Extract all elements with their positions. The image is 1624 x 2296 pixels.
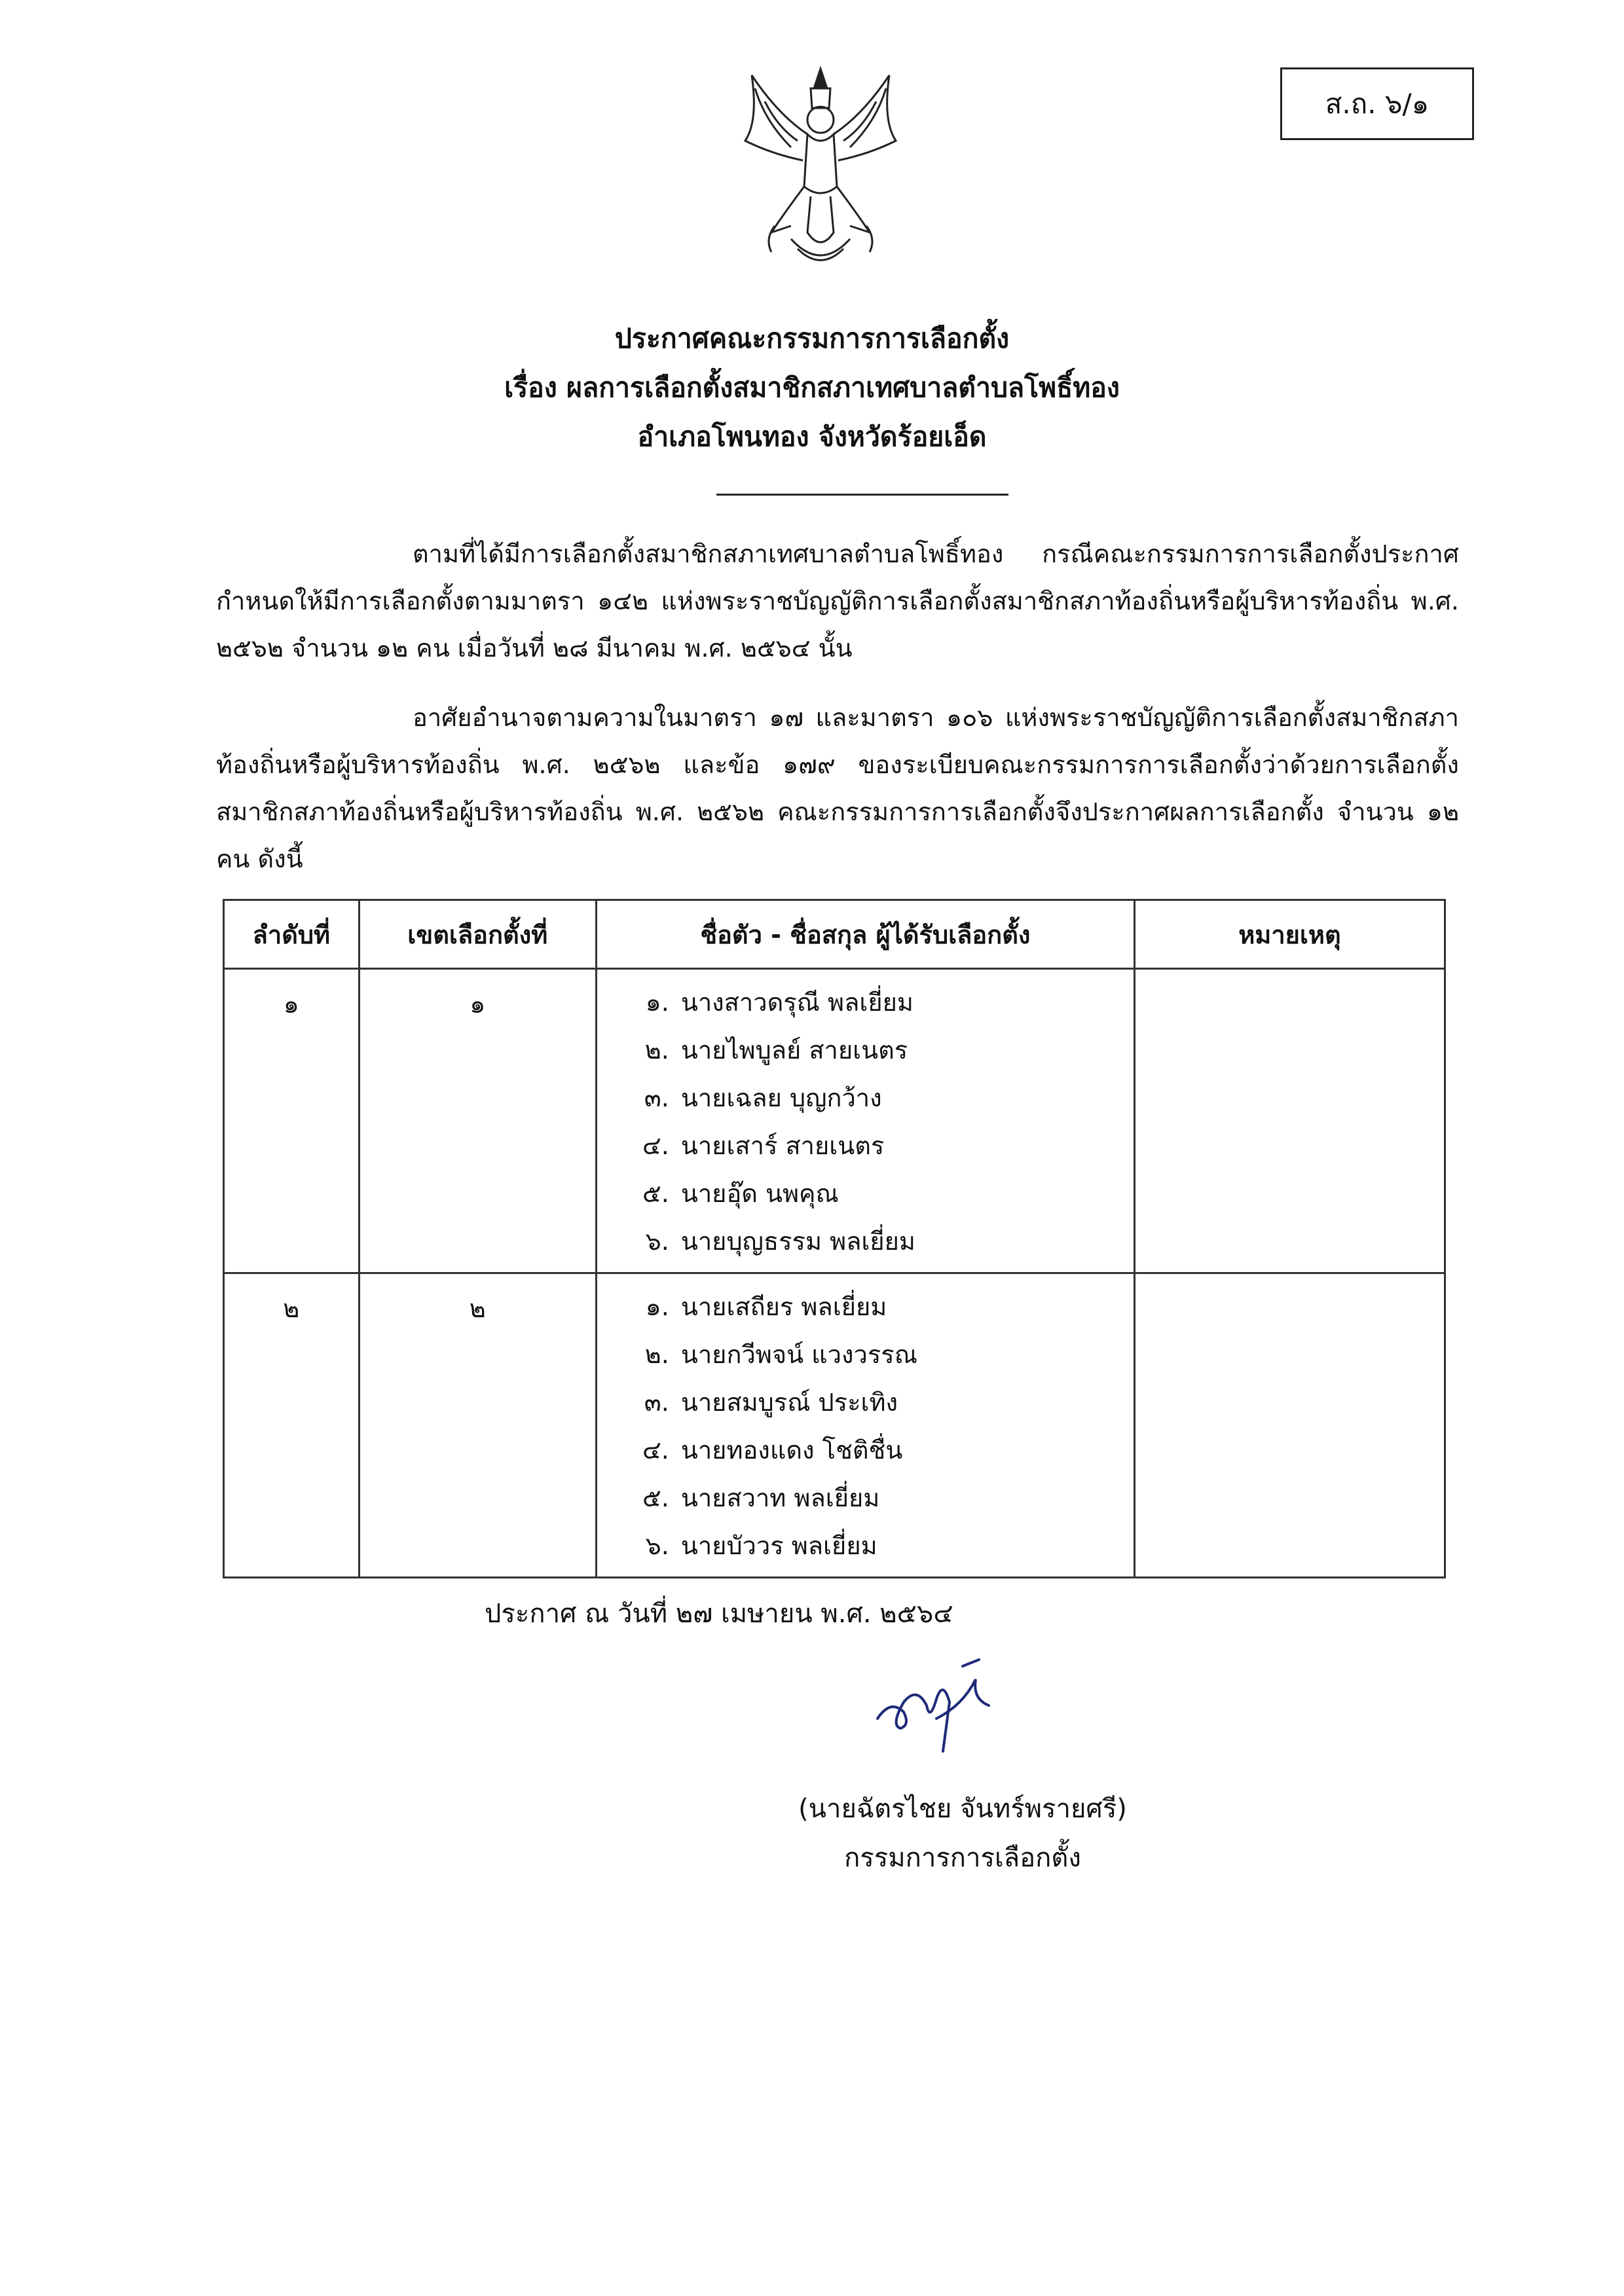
list-item-name: นางสาวดรุณี พลเยี่ยม (680, 988, 913, 1017)
paragraph-authority (216, 694, 1459, 883)
list-item-index: ๓. (644, 1388, 669, 1417)
list-item-name: นายเสถียร พลเยี่ยม (680, 1292, 887, 1321)
list-item (597, 1522, 1134, 1570)
header-names: ชื่อตัว - ชื่อสกุล ผู้ได้รับเลือกตั้ง (596, 900, 1134, 969)
list-item (597, 1331, 1134, 1379)
names-cell (596, 1273, 1134, 1578)
list-item-name: นายกวีพจน์ แวงวรรณ (680, 1340, 917, 1369)
list-item-index: ๕. (642, 1484, 669, 1512)
signer-title: กรรมการการเลือกตั้ง (844, 1843, 1081, 1873)
list-item-name: นายเฉลย บุญกว้าง (680, 1084, 882, 1112)
header-note: หมายเหตุ (1134, 900, 1445, 969)
list-item-index: ๔. (642, 1436, 669, 1465)
list-item (597, 1122, 1134, 1170)
signer-name: (นายฉัตรไชย จันทร์พรายศรี) (798, 1794, 1127, 1824)
list-item-name: นายเสาร์ สายเนตร (680, 1131, 885, 1160)
announcement-header (0, 314, 1624, 462)
list-item-index: ๓. (644, 1084, 669, 1112)
list-item-index: ๑. (645, 1292, 669, 1321)
results-table (223, 899, 1446, 1578)
order-cell: ๒ (224, 1273, 360, 1578)
list-item-index: ๒. (644, 1340, 669, 1369)
paragraph-preamble (216, 530, 1459, 672)
list-item (597, 1218, 1134, 1266)
list-item-index: ๖. (645, 1227, 669, 1256)
paragraph-preamble-text: ตามที่ได้มีการเลือกตั้งสมาชิกสภาเทศบาลตำบลโพธิ์ทอง กรณีคณะกรรมการการเลือกตั้งประกาศกำหนดให้มีการเลือกตั้งตามมาตรา ๑๔๒ แห่งพระราชบัญญัติการเลือกตั้งสมาชิกสภาท้องถิ่นหรือผู้บริหารท้องถิ่น พ.ศ. ๒๕๖๒ จำนวน ๑๒ คน เมื่อวันที่ ๒๘ มีนาคม พ.ศ. ๒๕๖๔ นั้น (216, 539, 1459, 663)
list-item-index: ๕. (642, 1179, 669, 1208)
list-item-index: ๑. (645, 988, 669, 1017)
signer-block (760, 1785, 1166, 1883)
list-item-name: นายทองแดง โชติชื่น (680, 1436, 903, 1465)
header-subject: เรื่อง ผลการเลือกตั้งสมาชิกสภาเทศบาลตำบลโพธิ์ทอง (504, 372, 1120, 403)
list-item (597, 1474, 1134, 1522)
list-item (597, 1379, 1134, 1427)
list-item (597, 1170, 1134, 1218)
list-item (597, 1074, 1134, 1122)
header-divider (716, 494, 1008, 496)
list-item (597, 1427, 1134, 1474)
list-item-index: ๖. (645, 1531, 669, 1560)
note-cell (1134, 969, 1445, 1273)
table-header-row (224, 900, 1445, 969)
garuda-emblem-icon (726, 62, 915, 278)
names-cell (596, 969, 1134, 1273)
district-cell: ๒ (359, 1273, 596, 1578)
list-item-name: นายสมบูรณ์ ประเทิง (680, 1388, 898, 1417)
table-row (224, 969, 1445, 1273)
list-item-name: นายอุ๊ด นพคุณ (680, 1179, 839, 1208)
list-item-name: นายไพบูลย์ สายเนตร (680, 1036, 908, 1065)
list-item-name: นายบัววร พลเยี่ยม (680, 1531, 877, 1560)
header-title: ประกาศคณะกรรมการการเลือกตั้ง (614, 323, 1010, 354)
list-item-name: นายสวาท พลเยี่ยม (680, 1484, 880, 1512)
header-location: อำเภอโพนทอง จังหวัดร้อยเอ็ด (637, 421, 987, 452)
header-order: ลำดับที่ (224, 900, 360, 969)
list-item-index: ๒. (644, 1036, 669, 1065)
list-item-index: ๔. (642, 1131, 669, 1160)
order-cell: ๑ (224, 969, 360, 1273)
header-district: เขตเลือกตั้งที่ (359, 900, 596, 969)
list-item (597, 1283, 1134, 1331)
announcement-date: ประกาศ ณ วันที่ ๒๗ เมษายน พ.ศ. ๒๕๖๔ (485, 1599, 953, 1629)
list-item (597, 1027, 1134, 1074)
form-code-box: ส.ถ. ๖/๑ (1280, 67, 1474, 140)
paragraph-authority-text: อาศัยอำนาจตามความในมาตรา ๑๗ และมาตรา ๑๐๖ แห่งพระราชบัญญัติการเลือกตั้งสมาชิกสภาท้องถิ่นหรือผู้บริหารท้องถิ่น พ.ศ. ๒๕๖๒ และข้อ ๑๗๙ ของระเบียบคณะกรรมการการเลือกตั้งว่าด้วยการเลือกตั้งสมาชิกสภาท้องถิ่นหรือผู้บริหารท้องถิ่น พ.ศ. ๒๕๖๒ คณะกรรมการการเลือกตั้งจึงประกาศผลการเลือกตั้ง จำนวน ๑๒ คน ดังนี้ (216, 703, 1459, 873)
note-cell (1134, 1273, 1445, 1578)
district-cell: ๑ (359, 969, 596, 1273)
signature-image (864, 1640, 995, 1758)
list-item (597, 979, 1134, 1027)
list-item-name: นายบุญธรรม พลเยี่ยม (680, 1227, 915, 1256)
table-row (224, 1273, 1445, 1578)
